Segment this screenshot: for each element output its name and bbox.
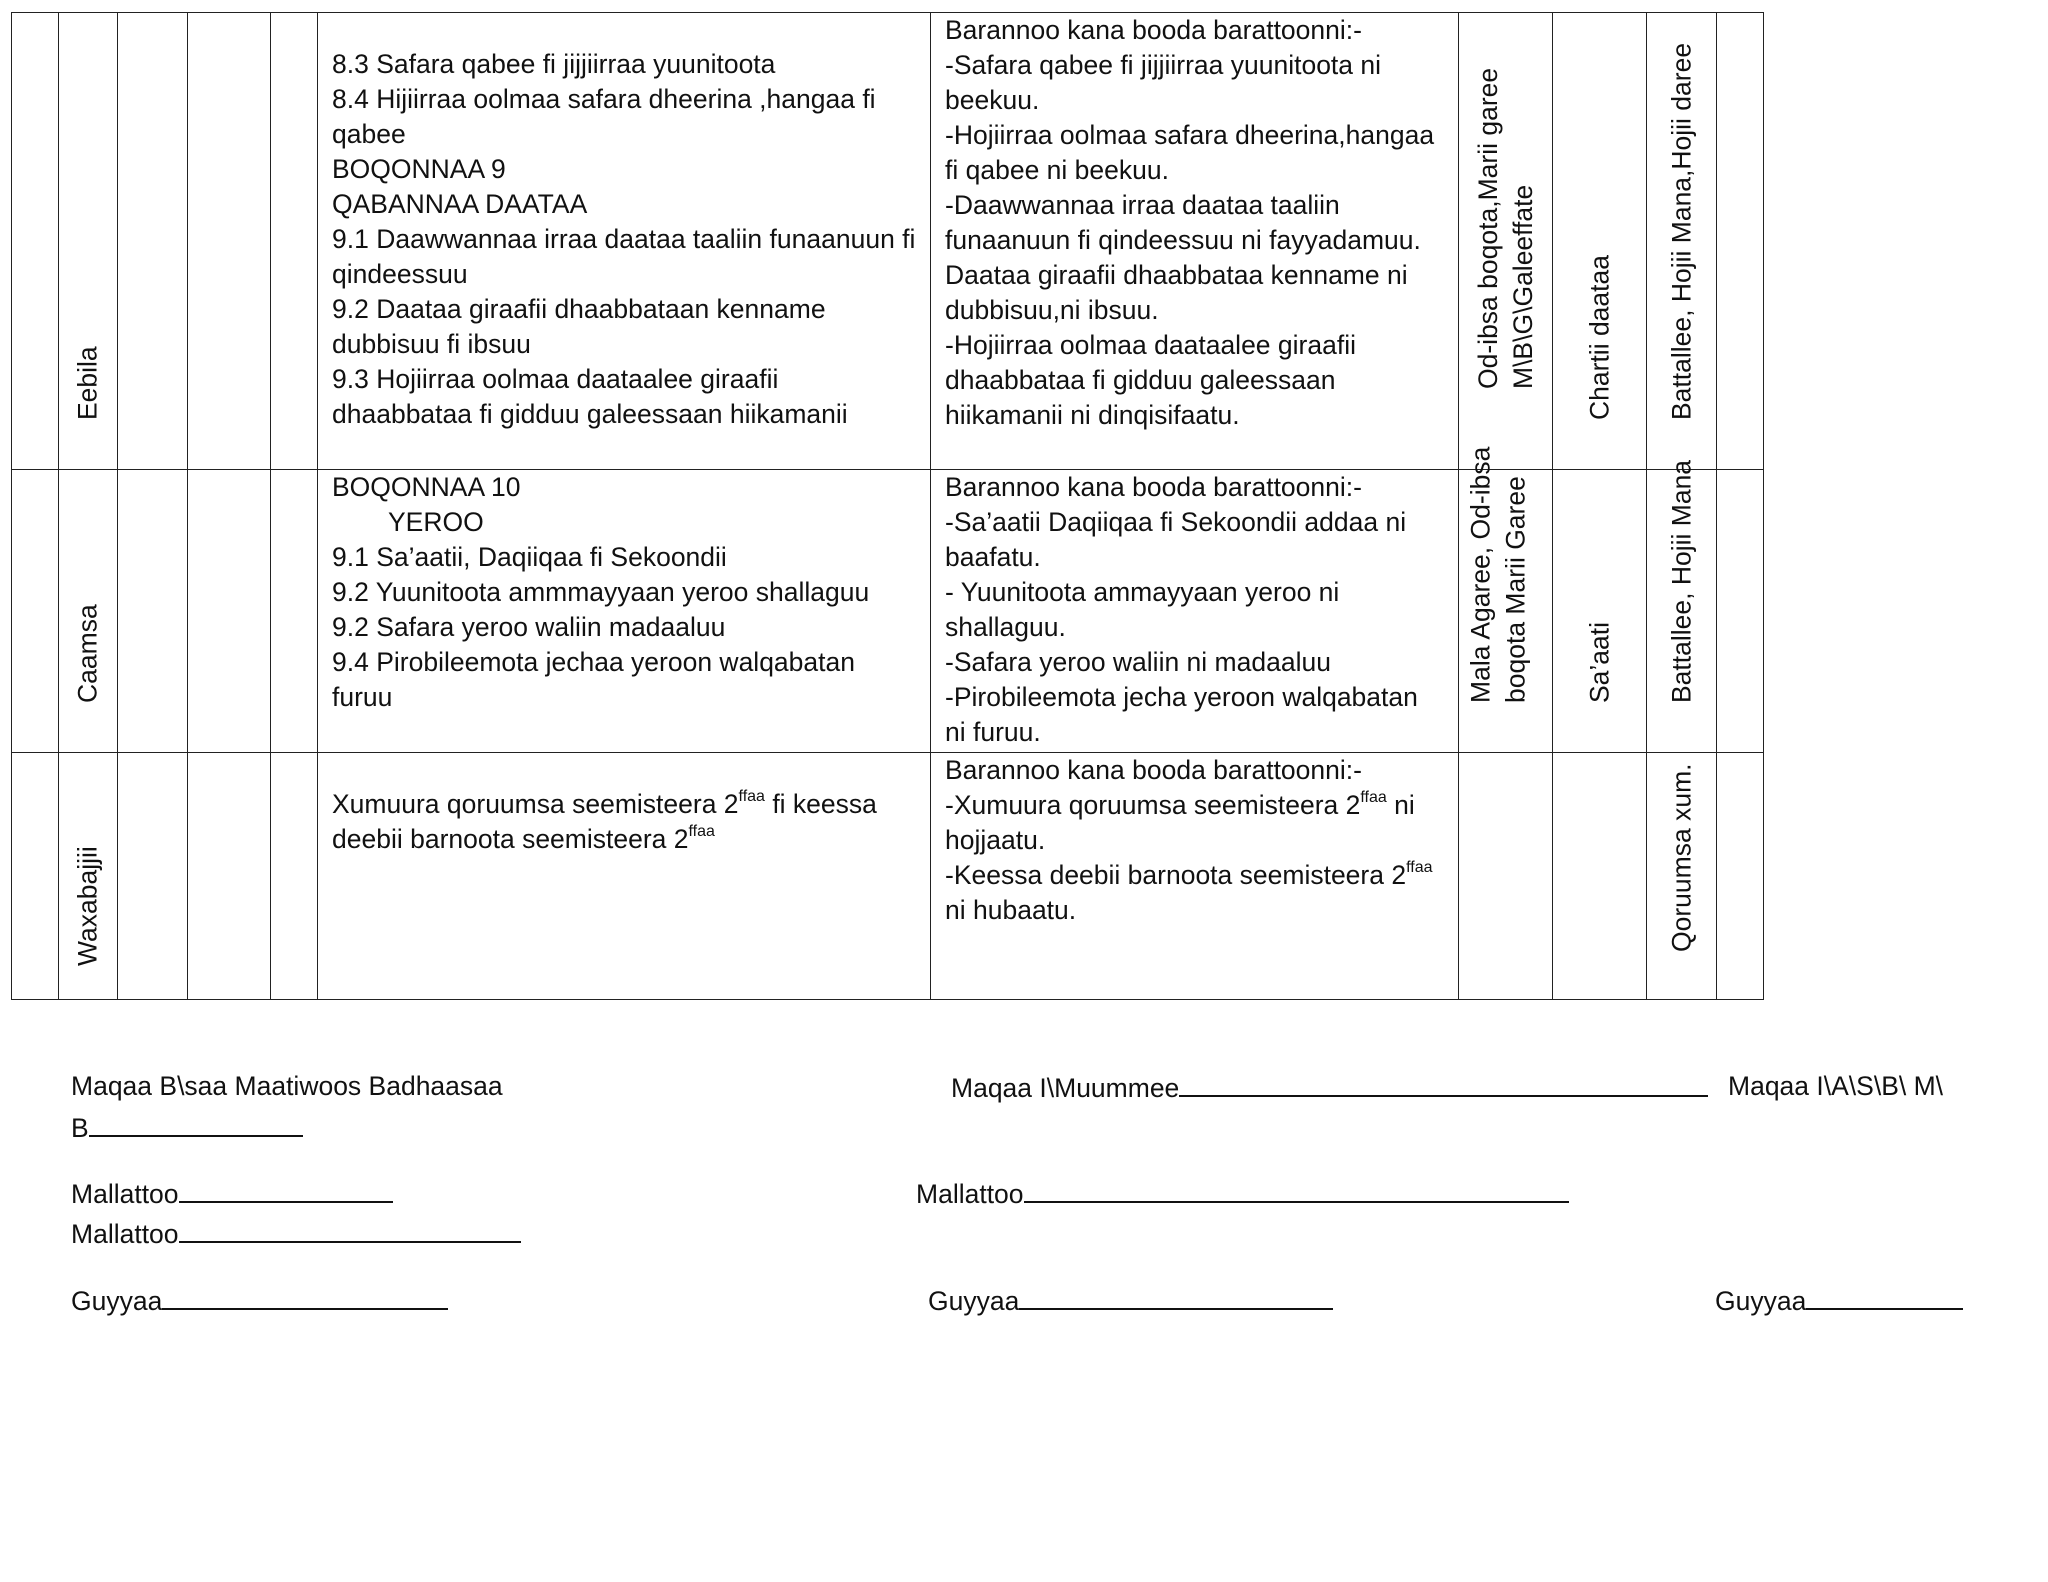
objectives-cell: Barannoo kana booda barattoonni:- -Safara qabee fi jijjiirraa yuunitoota ni beekuu. -Hojiirraa oolmaa safara dheerina,hangaa fi qabee ni beekuu. -Daawwannaa irraa daataa taaliin funaanuun fi qindeessuu ni fayyadamuu. Daataa giraafii dhaabbataa kenname ni dubbisuu,ni ibsuu. -Hojiirraa oolmaa daataalee giraafii dhaabbataa fi gidduu galeessaan hiikamanii ni dinqisifaatu. <box>931 13 1459 470</box>
blank-line <box>1019 1282 1333 1310</box>
content-cell: 8.3 Safara qabee fi jijjiirraa yuunitoota 8.4 Hijiirraa oolmaa safara dheerina ,hangaa fi qabee BOQONNAA 9 QABANNAA DAATAA 9.1 Daawwannaa irraa daataa taaliin funaanuun fi qindeessuu 9.2 Daataa giraafii dhaabbataan kenname dubbisuu fi ibsuu 9.3 Hojiirraa oolmaa daataalee giraafii dhaabbataa fi gidduu galeessaan hiikamanii <box>318 13 931 470</box>
lesson-plan-table <box>11 12 1764 1000</box>
teacher-name: Maqaa B\saa Maatiwoos Badhaasaa <box>71 1071 503 1101</box>
day-cell <box>59 753 118 1000</box>
table-row <box>12 470 1764 753</box>
assessment-cell <box>1647 753 1717 1000</box>
content-cell: BOQONNAA 10 YEROO 9.1 Sa’aatii, Daqiiqaa fi Sekoondii 9.2 Yuunitoota ammmayyaan yeroo shallaguu 9.2 Safara yeroo waliin madaaluu 9.4 Pirobileemota jechaa yeroon walqabatan furuu <box>318 470 931 753</box>
assessment-cell <box>1647 13 1717 470</box>
method-cell <box>1459 446 1553 753</box>
blank-cell <box>12 753 59 1000</box>
supervisor-name: Maqaa I\A\S\B\ M\ <box>1728 1071 1944 1101</box>
content-cell: Xumuura qoruumsa seemisteera $2^{ffaa}$ fi keessa deebii barnoota seemisteera $2^{ffaa}$ <box>318 753 931 1000</box>
assessment-label: Battallee, Hojii Mana <box>1666 459 1696 703</box>
assessment-label: Battallee, Hojii Mana,Hojii daree <box>1666 42 1696 420</box>
method-label-line-2: boqota Marii Garee <box>1500 476 1531 703</box>
blank-line <box>89 1109 303 1137</box>
blank-line <box>179 1215 521 1243</box>
head-name-line: Maqaa I\Muummee <box>951 1069 1708 1105</box>
materials-cell <box>1553 470 1647 753</box>
blank-line <box>1024 1175 1569 1203</box>
table-row <box>12 13 1764 470</box>
day-label: Waxabajjii <box>72 846 103 966</box>
day-cell <box>59 13 118 470</box>
supervisor-date-line: Guyyaa <box>1715 1282 1963 1318</box>
blank-cell <box>12 470 59 753</box>
blank-line <box>1806 1282 1963 1310</box>
table-row <box>12 753 1764 1000</box>
method-label: Od-ibsa boqota,Marii garee M\B\G\Galeeffate <box>1472 67 1538 389</box>
teacher-signature-line: Mallattoo <box>71 1175 393 1211</box>
materials-cell <box>1553 13 1647 470</box>
method-cell <box>1459 13 1553 470</box>
teacher-b-line: B <box>71 1109 303 1145</box>
blank-line <box>162 1282 448 1310</box>
objectives-cell: Barannoo kana booda barattoonni:- -Xumuura qoruumsa seemisteera $2^{ffaa}$ ni hojjaatu. -Keessa deebii barnoota seemisteera $2^{ffaa}$ ni hubaatu. <box>931 753 1459 1000</box>
blank-line <box>1179 1069 1708 1097</box>
blank-line <box>179 1175 393 1203</box>
materials-label: Sa’aati <box>1584 621 1614 703</box>
assessment-cell <box>1647 459 1717 753</box>
method-label-line-1: Mala Agaree, Od-ibsa <box>1465 446 1496 703</box>
objectives-cell: Barannoo kana booda barattoonni:- -Sa’aatii Daqiiqaa fi Sekoondii addaa ni baafatu. - Yuunitoota ammayyaan yeroo ni shallaguu. -Safara yeroo waliin ni madaaluu -Pirobileemota jecha yeroon walqabatan ni furuu. <box>931 470 1459 753</box>
head-date-line: Guyyaa <box>928 1282 1333 1318</box>
blank-cell <box>12 13 59 470</box>
supervisor-signature-line: Mallattoo <box>71 1215 521 1251</box>
teacher-date-line: Guyyaa <box>71 1282 448 1318</box>
day-cell <box>59 470 118 753</box>
day-label: Caamsa <box>72 604 103 703</box>
materials-label: Chartii daataa <box>1584 255 1614 420</box>
assessment-label: Qoruumsa xum. <box>1666 763 1696 952</box>
day-label: Eebila <box>72 346 103 420</box>
head-signature-line: Mallattoo <box>916 1175 1569 1211</box>
